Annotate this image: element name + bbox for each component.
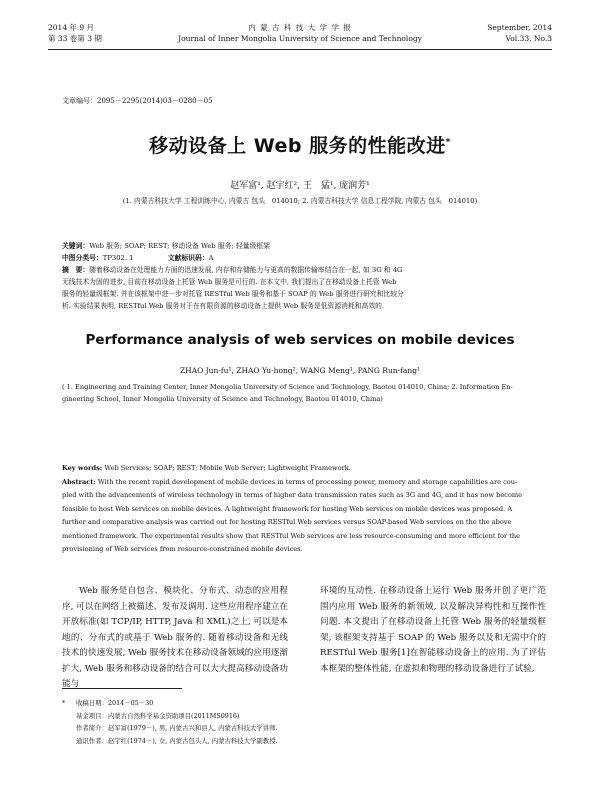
- title-footnote-mark: *: [445, 137, 451, 148]
- article-number: 文章编号：2095－2295(2014)03－0280－05: [62, 97, 213, 105]
- header-journal-name: 内 蒙 古 科 技 大 学 学 报 Journal of Inner Mongolia University of Science and Technology: [178, 23, 422, 43]
- corresponding-author: 通讯作者：赵宇红(1974－), 女, 内蒙古包头人, 内蒙古科技大学副教授.: [76, 736, 278, 745]
- abstract-english: Abstract: With the recent rapid development of mobile devices in terms of processing power, memory and storage capabilities are cou- pled with the advancements of wireless technology in terms of higher data transmission rates such as 3G and 4G, and it has now become feasible to host Web services on mobile devices. A lightweight framework for hosting Web services on mobile devices was proposed. A further and comparative analysis was carried out for hosting RESTful Web services versus SOAP-based Web services on the the above mentioned framework. The experimental results show that RESTful Web services are less resource-consuming and more efficient for the provisioning of Web services from resource-constrained mobile devices.: [62, 478, 523, 554]
- footnotes: [62, 697, 278, 747]
- affiliation-chinese: (1. 内蒙古科技大学 工程训练中心, 内蒙古 包头 014010; 2. 内蒙古科技大学 信息工程学院, 内蒙古 包头 014010): [122, 197, 478, 205]
- title-chinese: 移动设备上 Web 服务的性能改进*: [149, 135, 451, 157]
- header-divider: [48, 49, 552, 50]
- title-english: Performance analysis of web services on mobile devices: [85, 332, 515, 348]
- author-bio: 作者简介：赵军富(1979－), 男, 内蒙古兴和县人, 内蒙古科技大学讲师.: [76, 724, 278, 732]
- fund-info: 基金项目：内蒙古自然科学基金资助项目(2011MS0916): [76, 711, 240, 720]
- header-volume: September, 2014 Vol.33, No.3: [487, 23, 552, 43]
- body-column-right: 环境的互动性. 在移动设备上运行 Web 服务开创了更广范围内应用 Web 服务的新领域, 以及解决异构性和互操作性问题. 本文提出了在移动设备上托管 Web 服务的轻量级框架, 该框架支持基于 SOAP 的 Web 服务以及和无需中介的 RESTful Web 服务[1]在智能移动设备上的应用. 为了评估本框架的整体性能, 在虚拟和物理的移动设备进行了试验,: [320, 586, 546, 674]
- abstract-chinese: 摘 要：随着移动设备在处理能力方面的迅速发展, 内存和存储能力与更高的数据传输率结合在一起, 如 3G 和 4G 无线技术为固的进步, 目前在移动设备上托管 Web 服务是可行的. 在本文中, 我们提出了在移动设备上托管 Web 服务的轻量级框架. 并在该框架中进一步对托管 RESTful Web 服务和基于 SOAP 的 Web 服务进行研究和比较分 析. 实验结果表明, RESTful Web 服务对于在有限资源的移动设备上提供 Web 服务是低资源消耗和高效的.: [62, 266, 404, 310]
- received-date: 收稿日期：2014－05－30: [76, 699, 154, 707]
- authors-english: ZHAO Jun-fu¹, ZHAO Yu-hong², WANG Meng¹, PANG Run-fang¹: [179, 366, 421, 375]
- keywords-chinese: 关键词：Web 服务; SOAP; REST; 移动设备 Web 服务; 轻量级框架: [62, 242, 270, 250]
- running-header: [48, 22, 552, 62]
- footnote-bullet: *: [62, 699, 66, 707]
- authors-chinese: 赵军富¹, 赵宇红², 王 猛¹, 庞润芳¹: [230, 181, 370, 191]
- footnote-divider: [62, 688, 182, 689]
- header-issue-date: 2014 年 9 月 第 33 卷第 3 期: [48, 23, 102, 43]
- keywords-english: Key words: Web Services; SOAP; REST; Mobile Web Server; Lightweight Framework.: [62, 464, 351, 472]
- classification-line: 中图分类号：TP302. 1 文献标识码：A: [62, 254, 214, 262]
- affiliation-english: ( 1. Engineering and Training Center, Inner Mongolia University of Science and Technology, Baotou 014010, China; 2. Information En- gineering School, Inner Mongolia University of Science and Technology, Baotou 014010, China): [62, 383, 513, 403]
- body-column-left: Web 服务是自包含、模块化、分布式、动态的应用程序, 可以在网络上被描述、发布及调用. 这些应用程序建立在开放标准(如 TCP/IP, HTTP, Java 和 XML)之上, 可以是本地的、分布式的或基于 Web 服务的. 随着移动设备和无线技术的快速发展, Web 服务技术在移动设备领域的应用逐渐扩大, Web 服务和移动设备的结合可以大大提高移动设备功能与: [62, 586, 288, 689]
